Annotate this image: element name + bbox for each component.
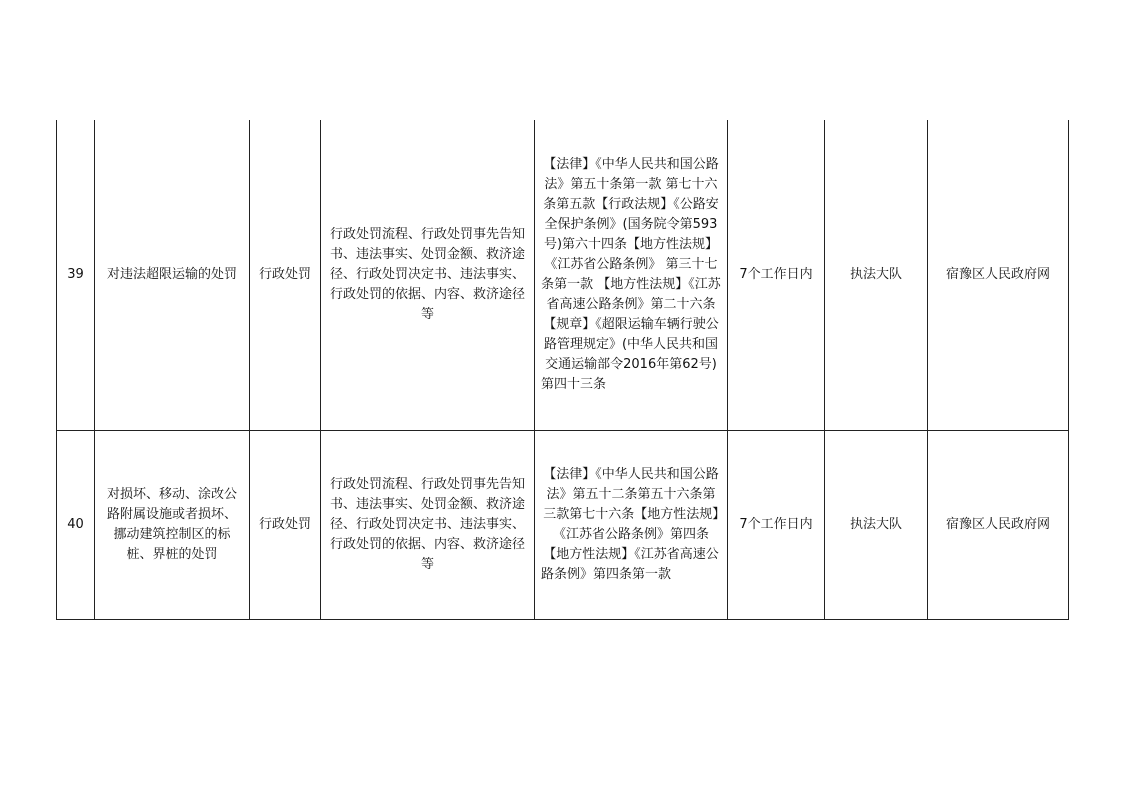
time-limit: 7个工作日内 bbox=[728, 120, 825, 431]
table-row bbox=[57, 120, 1069, 431]
time-limit: 7个工作日内 bbox=[728, 431, 825, 620]
item-category: 行政处罚 bbox=[250, 431, 321, 620]
disclosure-channel: 宿豫区人民政府网 bbox=[928, 431, 1069, 620]
disclosure-channel: 宿豫区人民政府网 bbox=[928, 120, 1069, 431]
row-number: 40 bbox=[57, 431, 95, 620]
item-category: 行政处罚 bbox=[250, 120, 321, 431]
disclosure-content: 行政处罚流程、行政处罚事先告知书、违法事实、处罚金额、救济途径、行政处罚决定书、违法事实、行政处罚的依据、内容、救济途径等 bbox=[321, 120, 535, 431]
legal-basis: 【法律】《中华人民共和国公路法》第五十条第一款 第七十六条第五款【行政法规】《公路安全保护条例》(国务院令第593号)第六十四条【地方性法规】《江苏省公路条例》 第三十七条第一款 【地方性法规】《江苏省高速公路条例》第二十六条【规章】《超限运输车辆行驶公路管理规定》(中华人民共和国交通运输部令2016年第62号) 第四十三条 bbox=[535, 120, 728, 431]
table-row bbox=[57, 431, 1069, 620]
disclosure-subject: 执法大队 bbox=[825, 431, 928, 620]
legal-basis: 【法律】《中华人民共和国公路法》第五十二条第五十六条第三款第七十六条【地方性法规】《江苏省公路条例》第四条【地方性法规】《江苏省高速公路条例》第四条第一款 bbox=[535, 431, 728, 620]
disclosure-table bbox=[56, 120, 1069, 620]
disclosure-content: 行政处罚流程、行政处罚事先告知书、违法事实、处罚金额、救济途径、行政处罚决定书、违法事实、行政处罚的依据、内容、救济途径等 bbox=[321, 431, 535, 620]
item-name: 对损坏、移动、涂改公路附属设施或者损坏、挪动建筑控制区的标桩、界桩的处罚 bbox=[95, 431, 250, 620]
disclosure-subject: 执法大队 bbox=[825, 120, 928, 431]
row-number: 39 bbox=[57, 120, 95, 431]
item-name: 对违法超限运输的处罚 bbox=[95, 120, 250, 431]
